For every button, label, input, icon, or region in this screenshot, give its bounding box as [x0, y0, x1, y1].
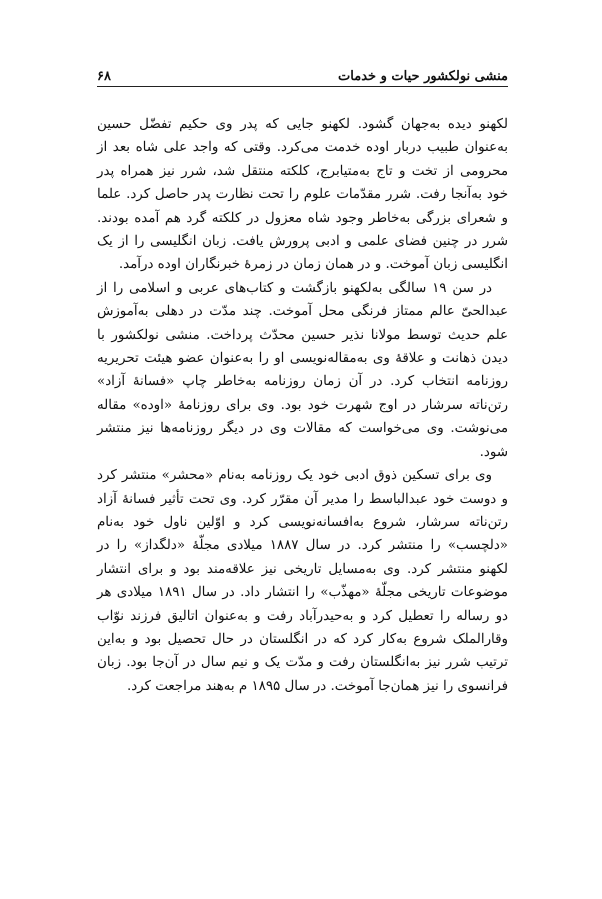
text-line: فرانسوی را نیز همان‌جا آموخت. در سال ۱۸۹۵ م به‌هند مراجعت کرد.: [126, 678, 508, 694]
text-line: رتن‌ناته سرشار در اوج شهرت خود بود. وی برای روزنامۀ «اوده» مقاله: [97, 397, 508, 413]
running-title: منشی نولکشور حیات و خدمات: [338, 69, 508, 84]
text-line: خود به‌آنجا رفت. شرر مقدّمات علوم را تحت نظارت پدر حاصل کرد. علما و: [97, 187, 508, 226]
text-line: شعرای بزرگی به‌خاطر وجود شاه معزول در کلکته گرد هم آمده بودند.: [97, 210, 496, 226]
text-line: ترتیب شرر نیز به‌انگلستان رفت و مدّت یک و نیم سال در آن‌جا بود. زبان: [97, 655, 508, 671]
text-line: منتشر کرد. وی به‌مسایل تاریخی نیز علاقه‌مند بود و برای انتشار: [97, 561, 473, 577]
text-line: می‌نوشت. وی می‌خواست که مقالات وی در دیگر روزنامه‌ها نیز منتشر شود.: [97, 421, 508, 460]
text-line: به‌عنوان طبیب دربار اوده خدمت می‌کرد. وقتی که واجد علی شاه بعد از: [97, 140, 508, 156]
text-line: وقارالملک شروع به‌کار کرد که در انگلستان در حال تحصیل بود و به‌این: [97, 631, 508, 647]
text-line: دو رساله را تعطیل کرد و به‌حیدرآباد رفت و به‌عنوان اتالیق فرزند نوّاب: [97, 608, 508, 624]
text-line: در سن ۱۹ سالگی به‌لکهنو بازگشت و کتاب‌های عربی و اسلامی را از: [97, 280, 492, 296]
text-line: علم حدیث توسط مولانا نذیر حسین محدّث پرداخت. منشی نولکشور با: [97, 327, 508, 343]
paragraph: [97, 464, 508, 698]
page-number: ۶۸: [97, 69, 111, 84]
header-rule: [97, 86, 508, 87]
text-line: «دلچسب» را منتشر کرد. در سال ۱۸۸۷ میلادی مجلّۀ «دلگداز» را در لکهنو: [97, 538, 508, 577]
paragraph: [97, 113, 508, 277]
text-line: وی برای تسکین ذوق ادبی خود یک روزنامه به‌نام «محشر» منتشر کرد: [97, 468, 492, 484]
running-header: [97, 62, 508, 84]
body-text: [97, 113, 508, 698]
text-line: انگلیسی زبان آموخت. و در همان زمان در زمرۀ خبرنگاران اوده درآمد.: [118, 257, 508, 273]
text-line: شرر در چنین فضای علمی و ادبی پرورش یافت. زبان انگلیسی را از یک: [97, 234, 508, 250]
text-line: روزنامه انتخاب کرد. در آن زمان روزنامه به‌خاطر چاپ «فسانۀ آزاد»: [97, 374, 508, 390]
paragraph: [97, 277, 508, 464]
text-line: محرومی از تخت و تاج به‌متیابرج، کلکته منتقل شد، شرر نیز همراه پدر: [97, 163, 508, 179]
text-line: موضوعات تاریخی مجلّۀ «مهذّب» را انتشار داد. در سال ۱۸۹۱ میلادی هر: [97, 585, 508, 601]
text-line: و دوست خود عبدالباسط را مدیر آن مقرّر کرد. وی تحت تأثیر فسانۀ آزاد: [97, 491, 508, 507]
text-line: لکهنو دیده به‌جهان گشود. لکهنو جایی که پدر وی حکیم تفضّل حسین: [97, 117, 508, 132]
text-line: عبدالحیّ عالم ممتاز فرنگی محل آموخت. چند مدّت در دهلی به‌آموزش: [97, 304, 508, 320]
text-line: رتن‌ناته سرشار، شروع به‌افسانه‌نویسی کرد و اوّلین ناول خود به‌نام: [97, 514, 508, 530]
text-line: دیدن ذهانت و علاقۀ وی به‌مقاله‌نویسی او را به‌عنوان عضو هیئت تحریریه: [97, 351, 508, 367]
